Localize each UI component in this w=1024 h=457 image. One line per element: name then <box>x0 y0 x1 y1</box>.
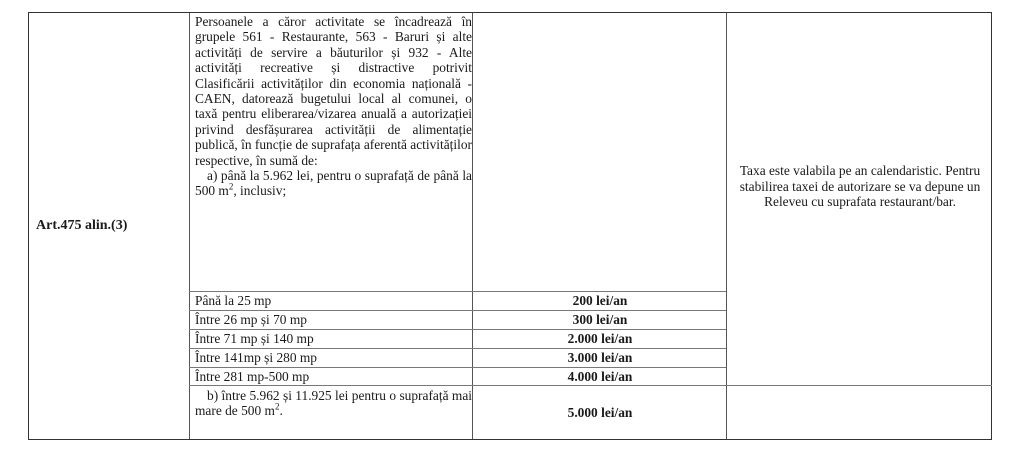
tier-fee: 2.000 lei/an <box>567 331 633 346</box>
item-b-fee: 5.000 lei/an <box>567 405 633 420</box>
item-a-tail: , inclusiv; <box>233 183 287 199</box>
tier-range: Între 141mp și 280 mp <box>195 350 317 365</box>
item-a <box>195 168 472 199</box>
column-divider <box>189 13 190 439</box>
tier-fee: 300 lei/an <box>572 312 628 327</box>
tier-range: Între 71 mp și 140 mp <box>195 331 314 346</box>
tier-fee: 3.000 lei/an <box>567 350 633 365</box>
item-b-sup: 2 <box>274 401 280 412</box>
item-a-sup: 2 <box>228 182 234 192</box>
note-text: Taxa este valabila pe an calendaristic. Pentru stabilirea taxei de autorizare se va depune un Releveu cu suprafata restaurant/bar. <box>739 163 981 210</box>
tier-range: Între 281 mp-500 mp <box>195 369 310 384</box>
tax-table <box>28 12 992 440</box>
item-a-text: a) până la 5.962 lei, pentru o suprafață de până la 500 m <box>195 168 472 199</box>
tier-fee: 200 lei/an <box>572 293 628 308</box>
tier-range: Până la 25 mp <box>195 293 272 308</box>
description-main: Persoanele a căror activitate se încadrează în grupele 561 - Restaurante, 563 - Baruri și alte activități de servire a băuturilor și 932 - Alte activități recreative și distractive potrivit Clasificării activităților din economia națională - CAEN, datorează bugetului local al comunei, o taxă pentru eliberarea/vizarea anuală a autorizației privind desfășurarea activității de alimentație publică, în funcție de suprafața aferentă activităților respective, în sumă de: <box>195 14 472 168</box>
article-reference: Art.475 alin.(3) <box>36 218 128 233</box>
tier-fee: 4.000 lei/an <box>567 369 633 384</box>
tier-range: Între 26 mp și 70 mp <box>195 312 307 327</box>
description-text <box>195 14 472 199</box>
item-b-tail: . <box>279 403 283 419</box>
item-b-text: b) între 5.962 și 11.925 lei pentru o suprafață mai mare de 500 m <box>195 388 472 419</box>
item-b <box>195 388 472 419</box>
